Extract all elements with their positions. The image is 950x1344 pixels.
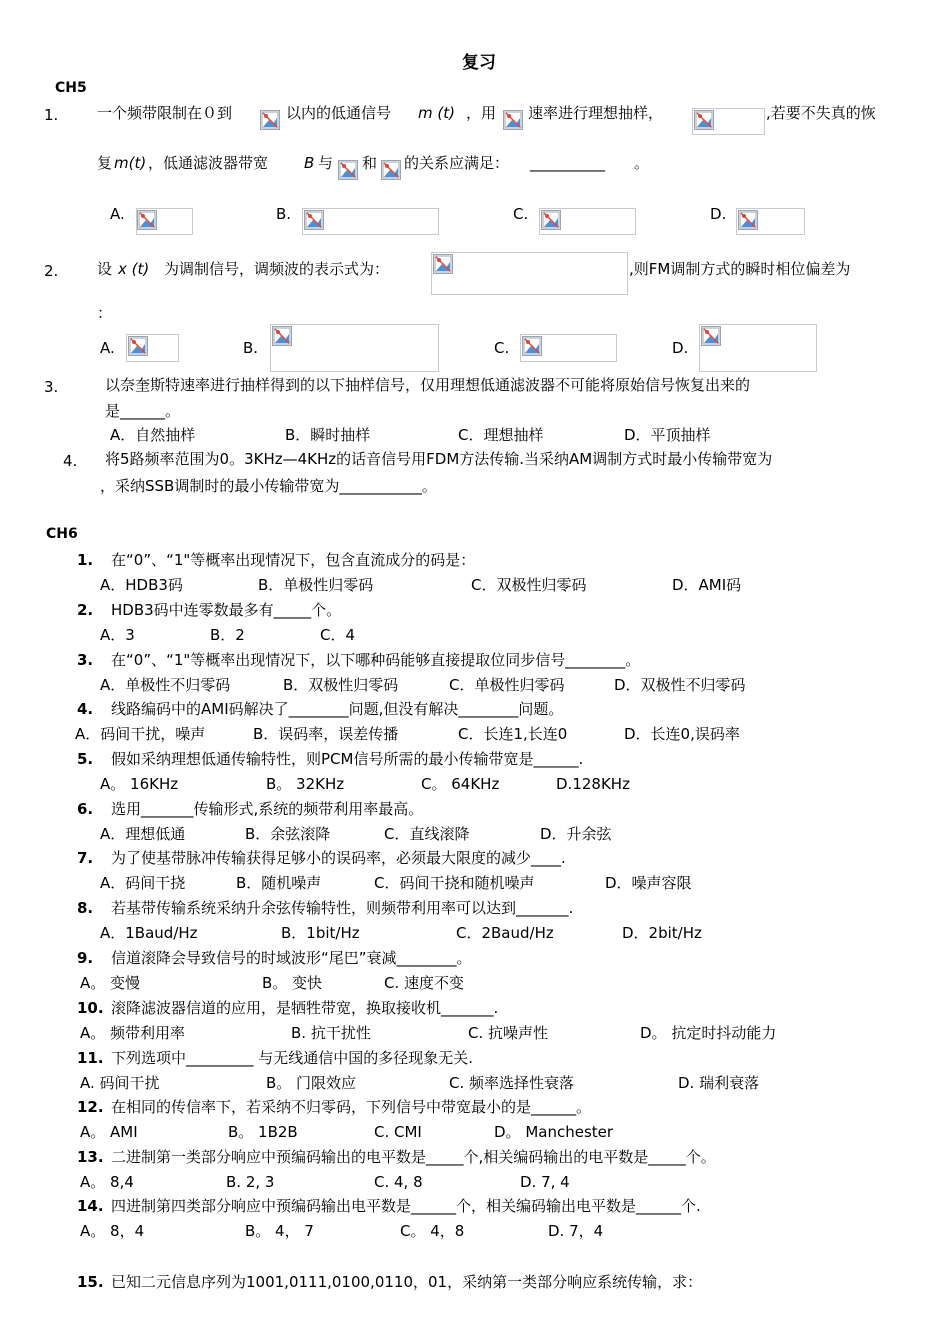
q1-line2-mt: m(t) [114,154,147,172]
ch6-q13-option-c: C. 4, 8 [374,1173,423,1191]
q1-text-b: 以内的低通信号 [286,104,392,122]
ch6-q3-option-d: D．双极性不归零码 [614,676,746,694]
q1-line2-b: ，低通滤波器带宽 [148,154,269,172]
ch6-q6-number: 6. [77,800,94,818]
formula-frame [431,252,628,295]
ch6-q4-option-d: D．长连0,误码率 [624,725,740,743]
q1-line2-c: 与 [318,154,334,172]
ch6-q11-option-d: D. 瑞利衰落 [678,1074,760,1092]
q3-text: 以奈奎斯特速率进行抽样得到的以下抽样信号，仅用理想低通滤波器不可能将原始信号恢复出来的 [105,376,751,394]
ch6-q10-text: 滚降滤波器信道的应用，是牺牲带宽，换取接收机_______. [111,999,499,1017]
ch6-q8-option-b: B．1bit/Hz [281,924,360,942]
ch6-q13-option-d: D. 7, 4 [520,1173,570,1191]
q2-text-b: 为调制信号，调频波的表示式为： [164,260,390,278]
q2-option-c: C. [494,339,510,357]
q1-line2-d: 和 [362,154,378,172]
ch6-q5-option-c: C。 64KHz [421,775,500,793]
q3-number: 3. [44,378,59,396]
ch6-q3-text: 在“0”、“1"等概率出现情况下，以下哪种码能够直接提取位同步信号________。 [111,651,641,669]
q1-text-e: ,若要不失真的恢 [766,104,876,122]
broken-image-icon [338,160,358,180]
ch6-q14-option-c: C。 4，8 [400,1222,465,1240]
ch6-q11-option-a: A. 码间干扰 [80,1074,160,1092]
ch6-q14-option-d: D. 7，4 [548,1222,604,1240]
ch6-q3-number: 3. [77,651,94,669]
broken-image-icon [381,160,401,180]
broken-image-icon [694,110,714,130]
broken-image-icon [304,210,324,230]
q1-text-d: 速率进行理想抽样， [528,104,664,122]
ch6-q6-text: 选用_______传输形式,系统的频带利用率最高。 [111,800,424,818]
q1-line2-end: 。 [634,154,650,172]
ch6-q5-number: 5. [77,750,94,768]
q2-text-c: ,则FM调制方式的瞬时相位偏差为 [629,260,851,278]
q1-mt: m (t) [418,104,455,122]
ch6-q11-number: 11. [77,1049,104,1067]
ch6-q7-text: 为了使基带脉冲传输获得足够小的误码率，必须最大限度的减少____. [111,849,566,867]
ch6-q7-option-c: C．码间干挠和随机噪声 [374,874,535,892]
q3-text2: 是______。 [105,402,181,420]
ch6-q15-text: 已知二元信息序列为1001,0111,0100,0110，01，采纳第一类部分响应系统传输，求： [111,1273,703,1291]
ch6-q10-option-c: C. 抗噪声性 [468,1024,549,1042]
ch6-q7-number: 7. [77,849,94,867]
ch6-q14-option-b: B。 4， 7 [245,1222,314,1240]
ch6-q6-option-b: B．余弦滚降 [245,825,331,843]
ch6-q8-number: 8. [77,899,94,917]
ch6-q2-text: HDB3码中连零数最多有_____个。 [111,601,342,619]
ch6-q13-number: 13. [77,1148,104,1166]
ch6-q10-option-a: A。 频带利用率 [80,1024,186,1042]
broken-image-icon [701,326,721,346]
formula-frame [270,324,439,372]
q2-number: 2. [44,262,59,280]
broken-image-icon [738,210,758,230]
q1-text-c: ，用 [466,104,497,122]
ch6-q6-option-a: A．理想低通 [100,825,186,843]
ch6-q8-option-c: C．2Baud/Hz [456,924,554,942]
broken-image-icon [272,326,292,346]
q4-text: 将5路频率范围为0。3KHz—4KHz的话音信号用FDM方法传输.当采纳AM调制方式时最小传输带宽为 [105,450,773,468]
ch6-q11-option-c: C. 频率选择性衰落 [449,1074,575,1092]
broken-image-icon [137,210,157,230]
ch6-q12-number: 12. [77,1098,104,1116]
broken-image-icon [433,254,453,274]
q2-option-a: A. [100,339,115,357]
ch6-q6-option-c: C．直线滚降 [384,825,470,843]
ch6-q8-text: 若基带传输系统采纳升余弦传输特性，则频带利用率可以达到_______. [111,899,574,917]
broken-image-icon [260,110,280,130]
ch6-q14-option-a: A。 8，4 [80,1222,145,1240]
q3-option-c: C．理想抽样 [458,426,544,444]
q4-text2: ，采纳SSB调制时的最小传输带宽为___________。 [100,477,437,495]
q1-option-a: A. [110,205,125,223]
ch6-q4-number: 4. [77,700,94,718]
ch6-q5-option-a: A。 16KHz [100,775,179,793]
ch6-q9-number: 9. [77,949,94,967]
ch6-q4-option-c: C．长连1,长连0 [458,725,568,743]
ch6-q13-option-a: A。 8,4 [80,1173,134,1191]
section-heading-ch6: CH6 [46,526,78,542]
ch6-q12-option-a: A。 AMI [80,1123,138,1141]
ch6-q1-option-b: B．单极性归零码 [258,576,374,594]
ch6-q3-option-c: C．单极性归零码 [449,676,565,694]
q1-text-a: 一个频带限制在０到 [97,104,233,122]
ch6-q1-option-d: D．AMI码 [672,576,742,594]
q2-option-b: B. [243,339,259,357]
ch6-q5-text: 假如采纳理想低通传输特性，则PCM信号所需的最小传输带宽是______. [111,750,584,768]
q2-colon: ： [97,304,113,322]
ch6-q6-option-d: D．升余弦 [540,825,612,843]
q1-line2-e: 的关系应满足： [404,154,510,172]
broken-image-icon [541,210,561,230]
ch6-q2-number: 2. [77,601,94,619]
q2-text-a: 设 [97,260,113,278]
broken-image-icon [503,110,523,130]
ch6-q9-option-b: B。 变快 [262,974,323,992]
q1-option-b: B. [276,205,292,223]
ch6-q15-number: 15. [77,1273,104,1291]
section-heading-ch5: CH5 [55,80,87,96]
ch6-q1-option-a: A．HDB3码 [100,576,183,594]
ch6-q2-option-c: C．4 [320,626,356,644]
ch6-q11-text: 下列选项中_________ 与无线通信中国的多径现象无关. [111,1049,474,1067]
ch6-q2-option-b: B．2 [210,626,245,644]
ch6-q13-text: 二进制第一类部分响应中预编码输出的电平数是_____个,相关编码输出的电平数是_____个。 [111,1148,716,1166]
q1-number: 1. [44,106,59,124]
q1-option-c: C. [513,205,529,223]
broken-image-icon [128,336,148,356]
ch6-q7-option-d: D．噪声容限 [605,874,692,892]
ch6-q9-option-c: C. 速度不变 [384,974,465,992]
ch6-q10-number: 10. [77,999,104,1017]
ch6-q4-option-b: B．误码率，误差传播 [253,725,399,743]
ch6-q7-option-b: B．随机噪声 [236,874,322,892]
q2-option-d: D. [672,339,689,357]
ch6-q4-text: 线路编码中的AMI码解决了________问题,但没有解决________问题。 [111,700,564,718]
ch6-q12-option-d: D。 Manchester [494,1123,614,1141]
q3-option-b: B．瞬时抽样 [285,426,371,444]
ch6-q10-option-d: D。 抗定时抖动能力 [640,1024,777,1042]
ch6-q10-option-b: B. 抗干扰性 [291,1024,371,1042]
ch6-q14-text: 四进制第四类部分响应中预编码输出电平数是______个，相关编码输出电平数是______个. [111,1197,701,1215]
q1-line2-blank: __________ [530,154,605,172]
ch6-q1-option-c: C．双极性归零码 [471,576,587,594]
ch6-q9-option-a: A。 变慢 [80,974,141,992]
ch6-q8-option-a: A．1Baud/Hz [100,924,198,942]
ch6-q3-option-a: A．单极性不归零码 [100,676,231,694]
q4-number: 4. [63,452,78,470]
ch6-q1-number: 1. [77,551,94,569]
q3-option-a: A．自然抽样 [110,426,196,444]
ch6-q5-option-d: D.128KHz [556,775,630,793]
broken-image-icon [522,336,542,356]
ch6-q1-text: 在“0”、“1"等概率出现情况下，包含直流成分的码是： [111,551,476,569]
ch6-q13-option-b: B. 2, 3 [226,1173,275,1191]
ch6-q12-text: 在相同的传信率下，若采纳不归零码，下列信号中带宽最小的是______。 [111,1098,592,1116]
ch6-q9-text: 信道滚降会导致信号的时域波形“尾巴”衰减________。 [111,949,472,967]
ch6-q12-option-b: B。 1B2B [228,1123,298,1141]
q2-xt: x (t) [118,260,150,278]
q1-line2-B: B [304,154,315,172]
ch6-q8-option-d: D．2bit/Hz [622,924,702,942]
q1-option-d: D. [710,205,727,223]
ch6-q12-option-c: C. CMI [374,1123,422,1141]
page-title: 复习 [462,53,496,73]
ch6-q3-option-b: B．双极性归零码 [283,676,399,694]
ch6-q14-number: 14. [77,1197,104,1215]
ch6-q4-option-a: A．码间干扰，噪声 [75,725,206,743]
ch6-q5-option-b: B。 32KHz [266,775,345,793]
ch6-q7-option-a: A．码间干挠 [100,874,186,892]
ch6-q2-option-a: A．3 [100,626,135,644]
q3-option-d: D．平顶抽样 [624,426,711,444]
q1-line2-a: 复 [97,154,113,172]
ch6-q11-option-b: B。 门限效应 [266,1074,357,1092]
